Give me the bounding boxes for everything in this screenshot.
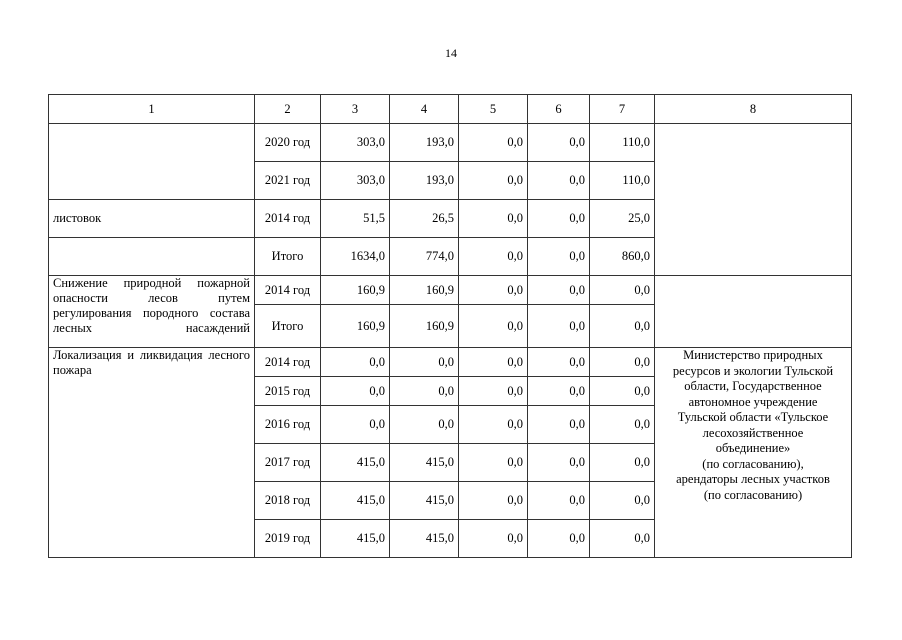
value-cell: 0,0 [321, 348, 390, 377]
header-row [49, 95, 852, 124]
value-cell: 0,0 [459, 276, 528, 305]
value-cell: 1634,0 [321, 238, 390, 276]
executor-cell [655, 276, 852, 348]
value-cell: 415,0 [321, 482, 390, 520]
column-header: 3 [321, 95, 390, 124]
value-cell: 415,0 [390, 444, 459, 482]
value-cell: 160,9 [321, 305, 390, 348]
value-cell: 193,0 [390, 162, 459, 200]
value-cell: 0,0 [459, 444, 528, 482]
value-cell: 0,0 [459, 406, 528, 444]
description-cell: Локализация и ликвидация лесного пожара [49, 348, 255, 558]
year-cell: Итого [255, 305, 321, 348]
column-header: 7 [590, 95, 655, 124]
column-header: 1 [49, 95, 255, 124]
table-row [49, 276, 852, 305]
year-cell: 2016 год [255, 406, 321, 444]
value-cell: 0,0 [528, 348, 590, 377]
value-cell: 0,0 [528, 482, 590, 520]
value-cell: 110,0 [590, 124, 655, 162]
value-cell: 0,0 [390, 406, 459, 444]
value-cell: 415,0 [321, 520, 390, 558]
column-header: 4 [390, 95, 459, 124]
value-cell: 415,0 [321, 444, 390, 482]
value-cell: 0,0 [528, 444, 590, 482]
value-cell: 0,0 [590, 520, 655, 558]
value-cell: 0,0 [321, 377, 390, 406]
page-number: 14 [445, 46, 457, 60]
value-cell: 0,0 [528, 276, 590, 305]
value-cell: 0,0 [528, 406, 590, 444]
value-cell: 25,0 [590, 200, 655, 238]
year-cell: 2014 год [255, 200, 321, 238]
description-cell: листовок [49, 200, 255, 238]
value-cell: 0,0 [459, 124, 528, 162]
description-cell [49, 124, 255, 200]
executor-cell: Министерство природных ресурсов и экологии Тульской области, Государственное автономное учреждение Тульской области «Тульское лесохозяйственное объединение» (по согласованию), арендаторы лесных участков (по согласованию) [655, 348, 852, 558]
value-cell: 160,9 [390, 276, 459, 305]
table-row [49, 348, 852, 377]
value-cell: 193,0 [390, 124, 459, 162]
year-cell: 2019 год [255, 520, 321, 558]
year-cell: 2020 год [255, 124, 321, 162]
value-cell: 0,0 [390, 377, 459, 406]
value-cell: 0,0 [390, 348, 459, 377]
value-cell: 303,0 [321, 124, 390, 162]
column-header: 5 [459, 95, 528, 124]
year-cell: 2014 год [255, 276, 321, 305]
value-cell: 0,0 [459, 348, 528, 377]
table-row [49, 124, 852, 162]
value-cell: 110,0 [590, 162, 655, 200]
value-cell: 0,0 [528, 200, 590, 238]
value-cell: 303,0 [321, 162, 390, 200]
value-cell: 0,0 [528, 162, 590, 200]
value-cell: 0,0 [590, 406, 655, 444]
value-cell: 774,0 [390, 238, 459, 276]
executor-cell [655, 124, 852, 276]
column-header: 6 [528, 95, 590, 124]
value-cell: 0,0 [528, 305, 590, 348]
year-cell: Итого [255, 238, 321, 276]
value-cell: 0,0 [459, 238, 528, 276]
value-cell: 0,0 [590, 305, 655, 348]
year-cell: 2017 год [255, 444, 321, 482]
program-table [48, 94, 852, 558]
value-cell: 0,0 [590, 348, 655, 377]
value-cell: 0,0 [459, 520, 528, 558]
value-cell: 860,0 [590, 238, 655, 276]
value-cell: 0,0 [528, 124, 590, 162]
year-cell: 2014 год [255, 348, 321, 377]
column-header: 2 [255, 95, 321, 124]
column-header: 8 [655, 95, 852, 124]
value-cell: 0,0 [459, 377, 528, 406]
description-cell: Снижение природной пожарной опасности лесов путем регулирования породного состава лесных насаждений [49, 276, 255, 348]
value-cell: 0,0 [590, 444, 655, 482]
value-cell: 0,0 [590, 377, 655, 406]
year-cell: 2021 год [255, 162, 321, 200]
value-cell: 51,5 [321, 200, 390, 238]
value-cell: 0,0 [321, 406, 390, 444]
value-cell: 0,0 [459, 305, 528, 348]
description-cell [49, 238, 255, 276]
value-cell: 0,0 [528, 238, 590, 276]
value-cell: 0,0 [459, 482, 528, 520]
value-cell: 0,0 [590, 276, 655, 305]
year-cell: 2015 год [255, 377, 321, 406]
value-cell: 160,9 [321, 276, 390, 305]
value-cell: 0,0 [590, 482, 655, 520]
value-cell: 26,5 [390, 200, 459, 238]
year-cell: 2018 год [255, 482, 321, 520]
value-cell: 415,0 [390, 520, 459, 558]
value-cell: 415,0 [390, 482, 459, 520]
value-cell: 0,0 [528, 520, 590, 558]
value-cell: 0,0 [459, 162, 528, 200]
value-cell: 0,0 [459, 200, 528, 238]
value-cell: 0,0 [528, 377, 590, 406]
value-cell: 160,9 [390, 305, 459, 348]
